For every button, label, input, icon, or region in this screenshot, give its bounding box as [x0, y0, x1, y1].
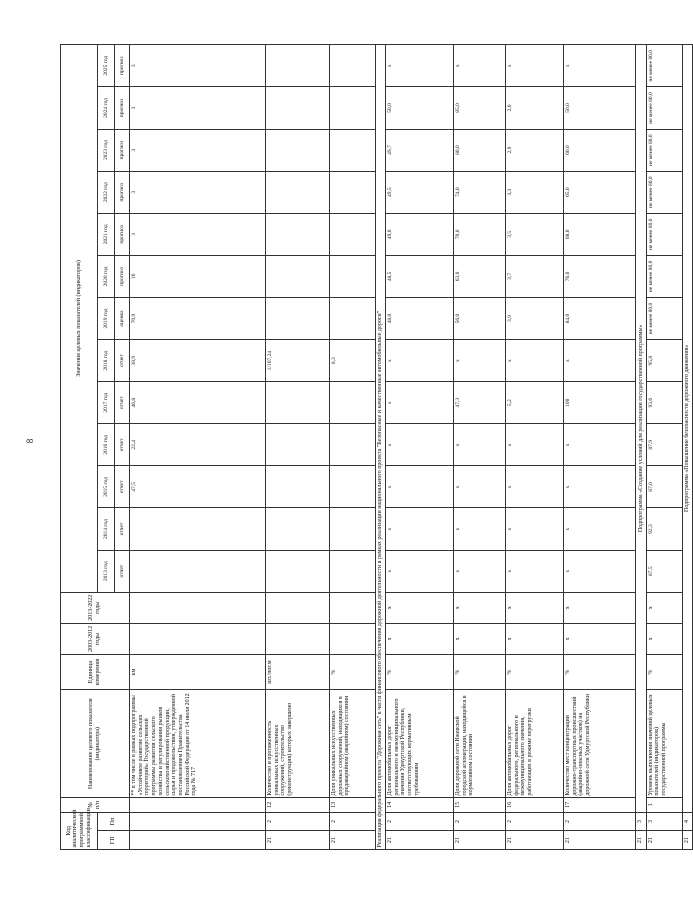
status-header: отчет	[115, 508, 130, 550]
row-value	[330, 255, 376, 297]
header-unit: Единица измерения	[61, 654, 130, 689]
row-name: Количество и протяженность уникальных искусственных сооружений, строительство (реконструкция) которых завершено	[266, 690, 330, 798]
row-value: 3	[130, 87, 266, 129]
year-header: 2016 год	[98, 424, 115, 466]
row-pp: 3	[646, 812, 682, 831]
status-header: отчет	[115, 424, 130, 466]
table-row	[564, 45, 636, 850]
row-value: 22,4	[130, 424, 266, 466]
row-period-1: x	[506, 623, 564, 654]
year-header: 2023 год	[98, 129, 115, 171]
row-num: 15	[454, 798, 506, 813]
table-row	[266, 45, 330, 850]
status-header: отчет	[115, 382, 130, 424]
year-header: 2024 год	[98, 87, 115, 129]
row-num	[130, 798, 266, 813]
year-header: 2015 год	[98, 466, 115, 508]
row-value: x	[506, 508, 564, 550]
row-value: x	[564, 508, 636, 550]
row-pp: 2	[506, 812, 564, 831]
row-gp: 21	[506, 831, 564, 850]
header-name: Наименование целевого показателя (индикатора)	[61, 690, 130, 798]
row-value: x	[506, 550, 564, 592]
row-name: Доля дорожной сети Ижевской городской агломерации, находящейся в нормативном состоянии	[454, 690, 506, 798]
row-value: 70,9	[130, 297, 266, 339]
row-value: 56,0	[454, 297, 506, 339]
row-period-2: x	[386, 592, 454, 623]
row-value: 87,9	[646, 424, 682, 466]
row-pp	[130, 812, 266, 831]
row-value: 8,3	[330, 340, 376, 382]
section-title: Подпрограмма «Повышение безопасности дорожного движения»	[682, 45, 693, 813]
row-value: 3	[130, 213, 266, 255]
year-header: 2013 год	[98, 550, 115, 592]
row-value	[330, 466, 376, 508]
row-period-2: x	[646, 592, 682, 623]
row-num: 12	[266, 798, 330, 813]
row-value	[266, 382, 330, 424]
row-value: не менее 80,0	[646, 45, 682, 87]
row-value	[330, 382, 376, 424]
row-value: 46,8	[130, 382, 266, 424]
section-gp: 21	[636, 831, 647, 850]
row-value	[330, 297, 376, 339]
row-value	[330, 213, 376, 255]
row-value: x	[454, 340, 506, 382]
row-value: x	[454, 508, 506, 550]
row-value: 50,0	[386, 87, 454, 129]
row-value: x	[564, 340, 636, 382]
header-num: № п/п	[61, 798, 130, 813]
row-unit: %	[454, 654, 506, 689]
row-value	[130, 508, 266, 550]
row-num: 16	[506, 798, 564, 813]
row-gp: 21	[454, 831, 506, 850]
row-value: 2,6	[506, 87, 564, 129]
section-title: Реализация федерального проекта "Дорожная сеть" в части финансового обеспечения дорожной деятельности в рамках реализации национального проекта "Безопасные и качественные автомобильные дороги"	[376, 45, 386, 850]
row-num: 13	[330, 798, 376, 813]
row-value: x	[506, 45, 564, 87]
table-row	[506, 45, 564, 850]
row-value	[266, 45, 330, 87]
row-value	[266, 424, 330, 466]
row-value: x	[386, 424, 454, 466]
row-value: 95,8	[646, 340, 682, 382]
row-value	[266, 87, 330, 129]
row-pp: 2	[564, 812, 636, 831]
row-value: 3	[130, 45, 266, 87]
row-value: x	[386, 45, 454, 87]
row-value: x	[506, 424, 564, 466]
row-unit: %	[564, 654, 636, 689]
section-gp: 21	[682, 831, 693, 850]
status-header: прогноз	[115, 129, 130, 171]
row-pp: 2	[330, 812, 376, 831]
row-value	[330, 87, 376, 129]
row-value	[266, 297, 330, 339]
row-value: x	[454, 45, 506, 87]
row-pp: 2	[454, 812, 506, 831]
row-value: 3,3	[506, 171, 564, 213]
row-value: 49,7	[386, 129, 454, 171]
row-name: Доля уникальных искусственных дорожных сооружений, находящихся в предаварийном (аварийном) состоянии	[330, 690, 376, 798]
row-value: не менее 80,0	[646, 171, 682, 213]
row-value	[266, 508, 330, 550]
row-period-2: x	[564, 592, 636, 623]
row-unit: %	[330, 654, 376, 689]
table-body	[130, 45, 693, 850]
row-name: Количество мест концентрации дорожно-транспортных происшествий (аварийно-опасных участков) на дорожной сети Удмуртской Республики	[564, 690, 636, 798]
row-value: x	[454, 466, 506, 508]
row-gp: 21	[266, 831, 330, 850]
row-value: 84,0	[564, 297, 636, 339]
row-value: 60,0	[564, 129, 636, 171]
row-name: ** в том числе в рамках подпрограммы «Устойчивое развитие сельских территорий» Государственной программы развития сельского хозяйства и регулирования рынков сельскохозяйственной продукции, сырья и продовольствия, утвержденной постановлением Правительства Российской Федерации от 14 июля 2012 года № 717	[130, 690, 266, 798]
header-gp: ГП	[98, 831, 130, 850]
row-period-1: x	[454, 623, 506, 654]
row-value: 80,0	[454, 129, 506, 171]
status-header: отчет	[115, 466, 130, 508]
status-header: прогноз	[115, 171, 130, 213]
header-values-group: Значения целевых показателей (индикаторов)	[61, 45, 98, 593]
row-value: 3,5	[506, 213, 564, 255]
row-value: 74,0	[454, 171, 506, 213]
row-value: 47,3	[454, 382, 506, 424]
row-value: 76,0	[564, 255, 636, 297]
year-header: 2018 год	[98, 340, 115, 382]
row-period-2	[130, 592, 266, 623]
year-header: 2020 год	[98, 255, 115, 297]
row-value: 92,3	[646, 508, 682, 550]
row-period-1	[130, 623, 266, 654]
row-gp: 21	[564, 831, 636, 850]
row-name: Уровень выполнения значений целевых показателей (индикаторов) государственной программы	[646, 690, 682, 798]
row-value: 65,0	[564, 171, 636, 213]
header-period-2: 2013-2022 годы	[61, 592, 130, 623]
row-value	[266, 550, 330, 592]
row-value: 16	[130, 255, 266, 297]
row-value: 50,0	[564, 87, 636, 129]
section-row-subprogram-4	[682, 45, 693, 850]
row-value: 49,5	[386, 171, 454, 213]
row-value: 47,5	[130, 466, 266, 508]
row-value: 100	[564, 382, 636, 424]
year-header: 2014 год	[98, 508, 115, 550]
status-header: оценка	[115, 297, 130, 339]
year-header: 2019 год	[98, 297, 115, 339]
section-row-federal-project	[376, 45, 386, 850]
row-unit: км	[130, 654, 266, 689]
row-value: 5,2	[506, 382, 564, 424]
table-row	[646, 45, 682, 850]
row-value: 63,0	[454, 255, 506, 297]
section-row-subprogram-3	[636, 45, 647, 850]
row-num: 14	[386, 798, 454, 813]
row-value: 49,0	[386, 213, 454, 255]
row-value	[330, 45, 376, 87]
row-value: 3,7	[506, 255, 564, 297]
section-pp: 3	[636, 812, 647, 831]
table-row	[330, 45, 376, 850]
row-value: 3,9	[506, 297, 564, 339]
row-value: 87,5	[646, 550, 682, 592]
row-unit: шт./пог.м	[266, 654, 330, 689]
table-row	[130, 45, 266, 850]
row-value: 48,5	[386, 255, 454, 297]
row-value: x	[564, 550, 636, 592]
status-header: прогноз	[115, 255, 130, 297]
row-value	[330, 129, 376, 171]
row-gp: 21	[386, 831, 454, 850]
row-name: Доля автомобильных дорог регионального и межмуниципального значения Удмуртской Республики, соответствующих нормативным требованиям	[386, 690, 454, 798]
year-header: 2021 год	[98, 213, 115, 255]
section-title: Подпрограмма «Создание условий для реализации государственной программы»	[636, 45, 647, 813]
row-unit: %	[646, 654, 682, 689]
row-pp: 2	[386, 812, 454, 831]
row-pp: 2	[266, 812, 330, 831]
row-value	[266, 171, 330, 213]
row-value: x	[564, 45, 636, 87]
row-value	[330, 424, 376, 466]
row-value: 38,9	[130, 340, 266, 382]
row-value: x	[506, 340, 564, 382]
status-header: прогноз	[115, 87, 130, 129]
status-header: прогноз	[115, 213, 130, 255]
row-value: 3	[130, 171, 266, 213]
row-gp: 21	[646, 831, 682, 850]
year-header: 2025 год	[98, 45, 115, 87]
row-gp	[130, 831, 266, 850]
table-row	[386, 45, 454, 850]
row-value: 87,0	[646, 466, 682, 508]
row-value: не менее 80,0	[646, 129, 682, 171]
header-period-1: 2003-2012 годы	[61, 623, 130, 654]
row-value: 48,0	[386, 297, 454, 339]
row-value: не менее 80,0	[646, 87, 682, 129]
row-value: 68,0	[564, 213, 636, 255]
status-header: отчет	[115, 550, 130, 592]
year-header: 2017 год	[98, 382, 115, 424]
row-period-2: x	[454, 592, 506, 623]
row-value: 1/167,24	[266, 340, 330, 382]
row-value: x	[386, 550, 454, 592]
row-value: x	[454, 550, 506, 592]
page-number: 8	[25, 438, 35, 444]
row-value: не менее 80,0	[646, 255, 682, 297]
row-unit: %	[506, 654, 564, 689]
row-value: x	[386, 466, 454, 508]
row-value	[266, 129, 330, 171]
row-num: 17	[564, 798, 636, 813]
row-value: 70,0	[454, 213, 506, 255]
row-value: x	[386, 508, 454, 550]
row-value	[266, 466, 330, 508]
row-value: 85,0	[454, 87, 506, 129]
row-value: x	[564, 424, 636, 466]
row-value	[266, 213, 330, 255]
header-code: Код аналитической программной классификации	[61, 812, 98, 849]
row-value: x	[564, 466, 636, 508]
row-value	[330, 508, 376, 550]
section-pp: 4	[682, 812, 693, 831]
row-period-1	[266, 623, 330, 654]
row-value	[266, 255, 330, 297]
row-period-1: x	[386, 623, 454, 654]
table-row	[454, 45, 506, 850]
row-gp: 21	[330, 831, 376, 850]
row-unit: %	[386, 654, 454, 689]
row-value: x	[506, 466, 564, 508]
row-period-1: x	[646, 623, 682, 654]
row-value: x	[454, 424, 506, 466]
row-value	[130, 550, 266, 592]
row-name: Доля автомобильных дорог федерального, регионального и межмуниципального значения, работающих в режиме перегрузки	[506, 690, 564, 798]
row-value: x	[386, 382, 454, 424]
row-period-2: x	[506, 592, 564, 623]
row-value: x	[386, 340, 454, 382]
rotated-page	[60, 44, 691, 850]
row-value: 2,9	[506, 129, 564, 171]
row-period-2	[330, 592, 376, 623]
year-header: 2022 год	[98, 171, 115, 213]
row-value	[330, 171, 376, 213]
row-value: 93,6	[646, 382, 682, 424]
row-value	[330, 550, 376, 592]
status-header: отчет	[115, 340, 130, 382]
row-period-2	[266, 592, 330, 623]
row-value: не менее 80,0	[646, 213, 682, 255]
row-value: 3	[130, 129, 266, 171]
header-pp: Пп	[98, 812, 130, 831]
indicators-table	[60, 44, 693, 850]
row-num: 1	[646, 798, 682, 813]
status-header: прогноз	[115, 45, 130, 87]
row-period-1	[330, 623, 376, 654]
row-period-1: x	[564, 623, 636, 654]
row-value: не менее 80,0	[646, 297, 682, 339]
